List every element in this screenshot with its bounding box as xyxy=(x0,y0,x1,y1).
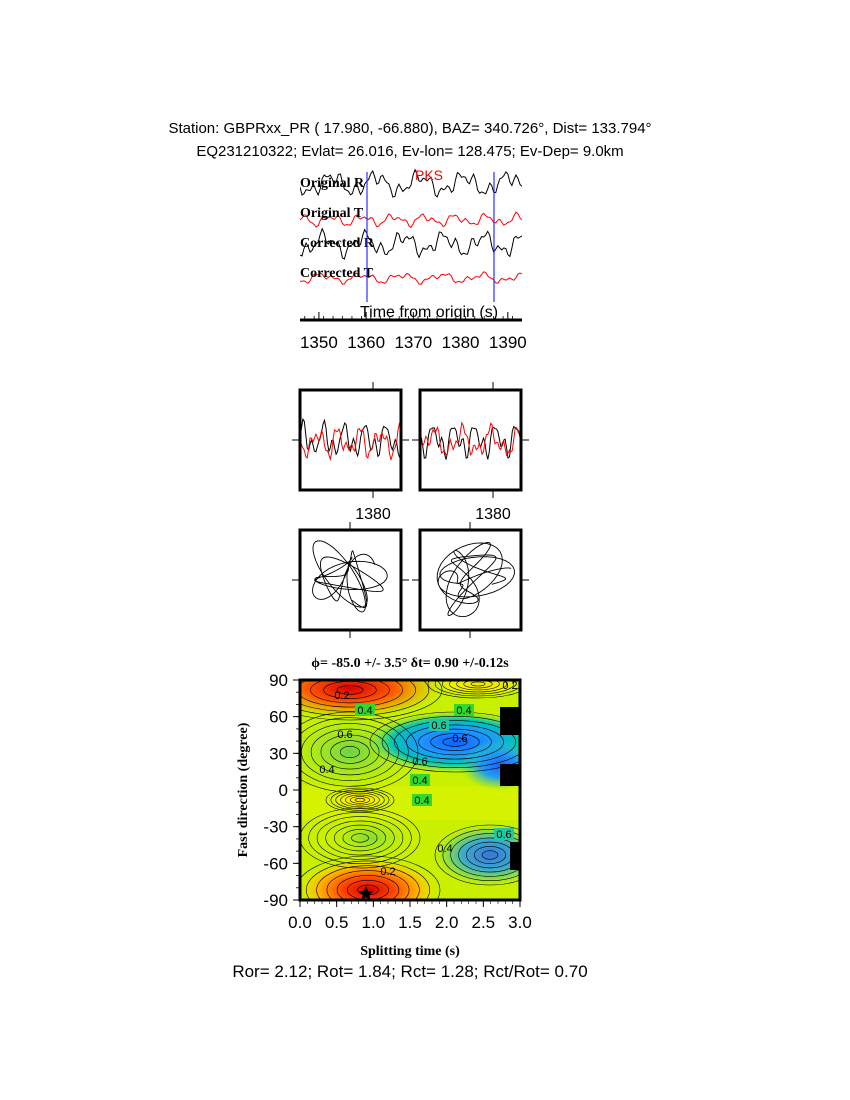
grid-x-tick-label: 3.0 xyxy=(508,913,532,932)
grid-y-tick-label: 60 xyxy=(269,707,288,727)
footer-ratios: Ror= 2.12; Rot= 1.84; Rct= 1.28; Rct/Rot= 0.70 xyxy=(232,962,588,981)
contour-label: 0.6 xyxy=(412,756,428,768)
header-event-line: EQ231210322; Evlat= 26.016, Ev-lon= 128.475; Ev-Dep= 9.0km xyxy=(196,143,624,160)
contour-label: 0.6 xyxy=(452,733,468,745)
trace-label-original-r: Original R xyxy=(300,176,365,191)
contour-label: 0.4 xyxy=(437,843,453,855)
grid-y-tick-label: 30 xyxy=(269,744,288,764)
grid-y-tick-label: -60 xyxy=(263,854,288,874)
window-trace-transverse xyxy=(300,423,401,460)
grid-x-tick-label: 0.0 xyxy=(288,913,312,932)
contour-label: 0.6 xyxy=(431,720,447,732)
grid-xlabel: Splitting time (s) xyxy=(360,944,460,959)
contour-label: 0.2 xyxy=(502,680,518,692)
window-panel-right xyxy=(412,382,529,523)
grid-x-tick-label: 2.5 xyxy=(471,913,496,932)
grid-x-tick-label: 1.0 xyxy=(361,913,386,932)
time-axis-tick-label: 1350 xyxy=(299,333,338,352)
time-axis-tick-label: 1390 xyxy=(488,333,527,352)
contour-label: 0.6 xyxy=(496,829,512,841)
contour-label: 0.2 xyxy=(380,866,396,878)
particle-motion-right xyxy=(412,522,529,638)
contour-label: 0.4 xyxy=(414,795,430,807)
grid-x-tick-label: 1.5 xyxy=(398,913,422,932)
window-left-tick-1380: 1380 xyxy=(355,506,391,523)
contour-label: 0.6 xyxy=(337,729,353,741)
time-axis-tick-label: 1360 xyxy=(347,333,386,352)
particle-motion-path xyxy=(437,542,514,616)
time-axis-tick-label: 1370 xyxy=(394,333,433,352)
grid-y-tick-label: 0 xyxy=(278,781,288,800)
heatmap-max-region-upper xyxy=(500,707,520,735)
particle-motion-path xyxy=(313,541,388,612)
phase-label-pks: PKS xyxy=(415,167,444,183)
header-station-line: Station: GBPRxx_PR ( 17.980, -66.880), BAZ= 340.726°, Dist= 133.794° xyxy=(168,120,652,137)
trace-label-original-t: Original T xyxy=(300,206,364,221)
trace-label-corrected-r: Corrected R xyxy=(300,236,374,251)
grid-y-tick-label: -30 xyxy=(263,817,288,837)
trace-xlabel: Time from origin (s) xyxy=(359,304,499,321)
contour-label: 0.4 xyxy=(319,764,335,776)
particle-motion-left xyxy=(292,522,409,638)
contour-label: 0.4 xyxy=(412,775,428,787)
trace-label-corrected-t: Corrected T xyxy=(300,266,373,281)
heatmap-max-region-lower xyxy=(500,764,520,786)
window-right-tick-1380: 1380 xyxy=(475,506,511,523)
time-axis-tick-label: 1380 xyxy=(441,333,480,352)
trace-labels xyxy=(300,176,375,281)
contour-label: 0.4 xyxy=(456,705,472,717)
grid-y-tick-label: -90 xyxy=(263,891,288,910)
grid-x-tick-label: 0.5 xyxy=(324,913,349,932)
grid-title: ϕ= -85.0 +/- 3.5° δt= 0.90 +/-0.12s xyxy=(311,656,509,671)
trace-panel xyxy=(300,167,527,352)
grid-ylabel: Fast direction (degree) xyxy=(236,722,251,858)
contour-label: 0.2 xyxy=(334,690,350,702)
window-trace-transverse xyxy=(420,423,521,455)
window-panel-left xyxy=(292,382,409,523)
grid-x-tick-label: 2.0 xyxy=(434,913,459,932)
contour-label: 0.4 xyxy=(357,705,373,717)
grid-y-tick-label: 90 xyxy=(269,671,288,690)
